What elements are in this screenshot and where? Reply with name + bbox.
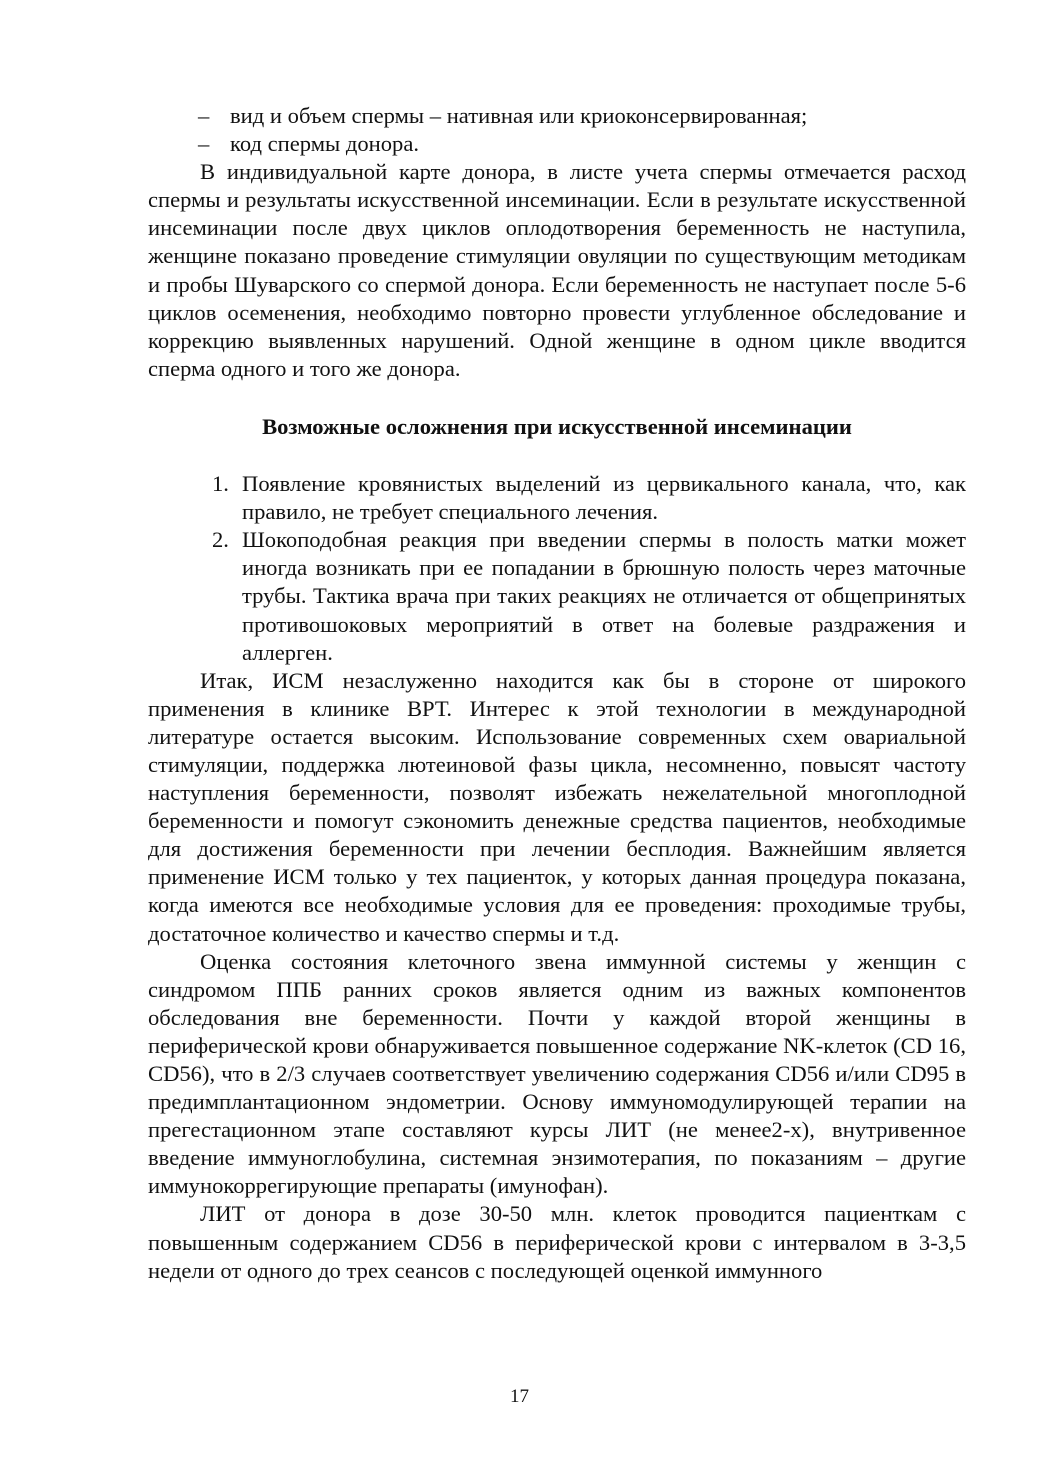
page-number: 17 [510,1386,529,1407]
page-body [148,102,966,1285]
complications-list [148,470,966,667]
paragraph-immune-assessment: Оценка состояния клеточного звена иммунной системы у женщин с синдромом ППБ ранних сроков является одним из важных компонентов обследования вне беременности. Почти у каждой второй женщины в периферической крови обнаруживается повышенное содержание NK-клеток (CD 16, CD56), что в 2/3 случаев соответствует увеличению содержания CD56 и/или CD95 в предимплантационном эндометрии. Основу иммуномодулирующей терапии на прегестационном этапе составляют курсы ЛИТ (не менее2-х), внутривенное введение иммуноглобулина, системная энзимотерапия, по показаниям – другие иммунокоррегирующие препараты (имунофан). [148,948,966,1199]
list-item [148,130,966,158]
paragraph-donor-card: В индивидуальной карте донора, в листе учета спермы отмечается расход спермы и результаты искусственной инсеминации. Если в результате искусственной инсеминации после двух циклов оплодотворения беременность не наступила, женщине показано проведение стимуляции овуляции по существующим методикам и пробы Шуварского со спермой донора. Если беременность не наступает после 5-6 циклов осеменения, необходимо повторно провести углубленное обследование и коррекцию выявленных нарушений. Одной женщине в одном цикле вводится сперма одного и того же донора. [148,159,966,381]
item-number: 2. [212,527,229,553]
list-item-text: код спермы донора. [230,131,420,157]
complication-text: Шокоподобная реакция при введении спермы в полость матки может иногда возникать при ее попадании в брюшную полость через маточные трубы. Тактика врача при таких реакциях не отличается от общепринятых противошоковых мероприятий в ответ на болевые раздражения и аллерген. [242,527,966,665]
complication-item [148,470,966,526]
item-number: 1. [212,471,229,497]
section-title: Возможные осложнения при искусственной инсеминации [262,413,852,439]
paragraph-conclusion: Итак, ИСМ незаслуженно находится как бы в стороне от широкого применения в клинике ВРТ. Интерес к этой технологии в международной литературе остается высоким. Использование современных схем овариальной стимуляции, поддержка лютеиновой фазы цикла, несомненно, повысят частоту наступления беременности, позволят избежать нежелательной многоплодной беременности и помогут сэкономить денежные средства пациентов, необходимые для достижения беременности при лечении бесплодия. Важнейшим является применение ИСМ только у тех пациенток, у которых данная процедура показана, когда имеются все необходимые условия для ее проведения: проходимые трубы, достаточное количество и качество спермы и т.д. [148,667,966,946]
list-item-text: вид и объем спермы – нативная или криоконсервированная; [230,103,808,128]
list-item [148,102,966,130]
complication-text: Появление кровянистых выделений из цервикального канала, что, как правило, не требует специального лечения. [242,471,966,525]
dash-marker: – [198,131,210,157]
paragraph-lit: ЛИТ от донора в дозе 30-50 млн. клеток проводится пациенткам с повышенным содержанием CD56 в периферической крови с интервалом в 3-3,5 недели от одного до трех сеансов с последующей оценкой иммунного [148,1201,966,1283]
complication-item [148,526,966,666]
dash-marker: – [198,103,210,128]
